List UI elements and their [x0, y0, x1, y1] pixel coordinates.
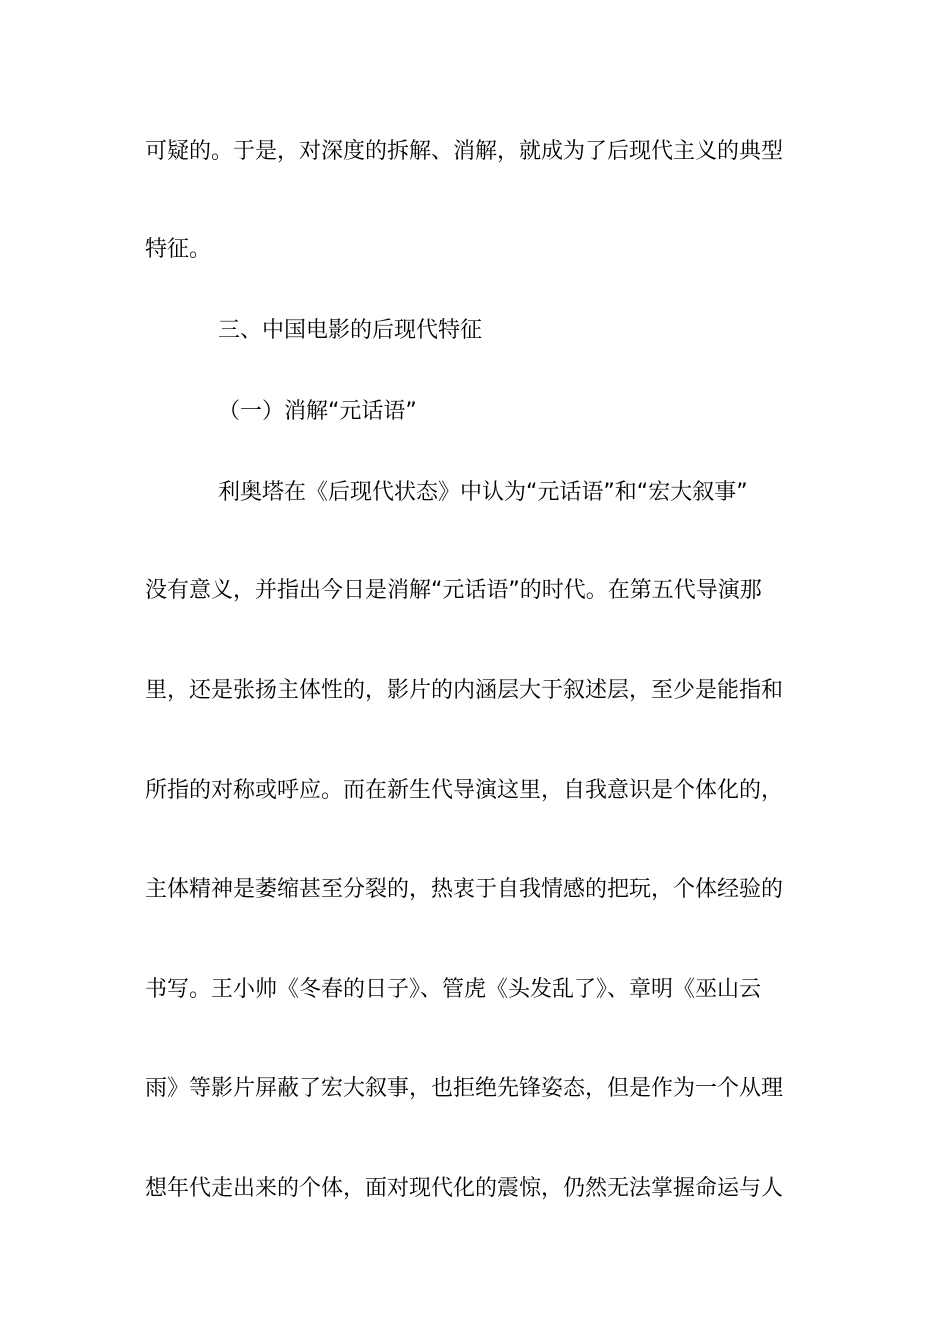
paragraph-line: 主体精神是萎缩甚至分裂的，热衷于自我情感的把玩，个体经验的 [145, 877, 784, 902]
paragraph-line: 特征。 [145, 237, 212, 262]
paragraph-line: 想年代走出来的个体，面对现代化的震惊，仍然无法掌握命运与人 [145, 1176, 784, 1201]
paragraph-line: 利奥塔在《后现代状态》中认为“元话语”和“宏大叙事” [218, 480, 748, 505]
paragraph-line: 可疑的。于是，对深度的拆解、消解，就成为了后现代主义的典型 [145, 139, 784, 164]
paragraph-line: 没有意义，并指出今日是消解“元话语”的时代。在第五代导演那 [145, 578, 762, 603]
paragraph-line: 所指的对称或呼应。而在新生代导演这里，自我意识是个体化的， [145, 778, 784, 803]
paragraph-line: 雨》等影片屏蔽了宏大叙事，也拒绝先锋姿态，但是作为一个从理 [145, 1076, 784, 1101]
paragraph-line: 里，还是张扬主体性的，影片的内涵层大于叙述层，至少是能指和 [145, 678, 784, 703]
subsection-heading: （一）消解“元话语” [218, 399, 417, 424]
section-heading: 三、中国电影的后现代特征 [218, 318, 483, 343]
paragraph-line: 书写。王小帅《冬春的日子》、管虎《头发乱了》、章明《巫山云 [145, 977, 762, 1002]
